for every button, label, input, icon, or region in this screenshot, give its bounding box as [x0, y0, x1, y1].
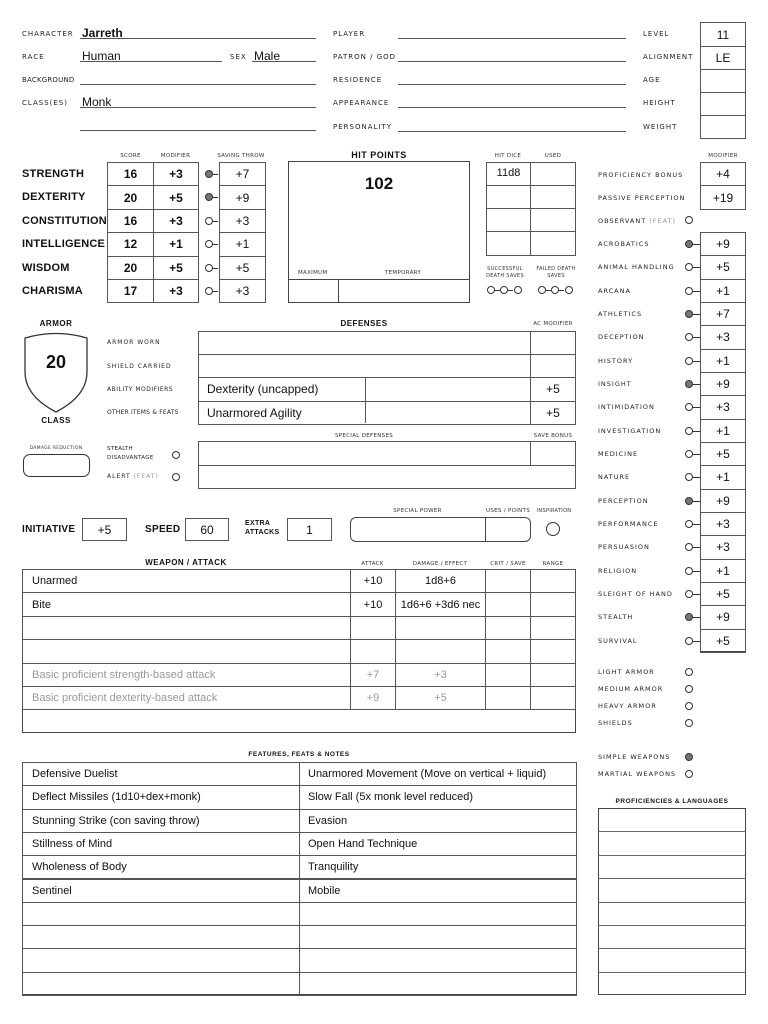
hit-dice-label: HIT DICE	[494, 153, 522, 159]
race-value[interactable]: Human	[82, 49, 121, 63]
defense-modifier[interactable]	[530, 331, 576, 355]
skill-link	[692, 267, 700, 268]
shield-carried-label: SHIELD CARRIED	[107, 363, 172, 370]
weapon-crit[interactable]	[485, 663, 531, 687]
special-power-label: SPECIAL POWER	[393, 508, 442, 514]
feature-left[interactable]: Defensive Duelist	[22, 762, 300, 786]
proficiency-language-row[interactable]	[598, 831, 746, 832]
other-items-label: OTHER ITEMS & FEATS	[107, 409, 179, 416]
age-value[interactable]	[700, 69, 746, 93]
weapon-attack[interactable]: +10	[350, 569, 396, 593]
ability-score[interactable]: 16	[107, 209, 154, 233]
ability-modifier: +3	[153, 209, 199, 233]
weapon-range[interactable]	[530, 592, 576, 616]
saving-throw-value: +7	[219, 162, 266, 186]
ability-modifiers-label: ABILITY MODIFIERS	[107, 386, 174, 393]
weapon-range[interactable]	[530, 639, 576, 663]
weapon-crit[interactable]	[485, 616, 531, 640]
patron-line[interactable]	[398, 61, 626, 62]
weapon-damage[interactable]	[395, 639, 486, 663]
ability-modifier: +5	[153, 256, 199, 280]
skill-name: ANIMAL HANDLING	[598, 263, 675, 272]
saving-throw-value: +3	[219, 279, 266, 303]
personality-label: PERSONALITY	[333, 123, 393, 131]
proficiency-language-row[interactable]	[598, 878, 746, 879]
weapon-name[interactable]	[22, 639, 351, 663]
residence-line[interactable]	[398, 84, 626, 85]
defense-modifier[interactable]	[530, 354, 576, 378]
skill-name: ARCANA	[598, 286, 631, 295]
weapon-name[interactable]: Basic proficient strength-based attack	[22, 663, 351, 687]
hp-maximum-label: MAXIMUM	[298, 270, 328, 276]
initiative-label: INITIATIVE	[22, 524, 76, 535]
hit-points-title: HIT POINTS	[351, 150, 407, 160]
weapon-crit[interactable]	[485, 569, 531, 593]
weapon-attack[interactable]	[350, 616, 396, 640]
weapon-proficiency-name: MARTIAL WEAPONS	[598, 770, 677, 778]
hit-dice-2[interactable]	[486, 185, 531, 209]
saving-throw-value: +1	[219, 232, 266, 256]
weapon-damage[interactable]: +3	[395, 663, 486, 687]
skill-link	[692, 477, 700, 478]
defense-row[interactable]	[198, 331, 531, 355]
feature-left[interactable]: Stunning Strike (con saving throw)	[22, 809, 300, 833]
extra-attacks-value[interactable]: 1	[287, 518, 332, 541]
skill-value: +7	[700, 302, 746, 326]
feature-left[interactable]	[22, 902, 300, 926]
residence-label: RESIDENCE	[333, 76, 383, 84]
skill-link	[692, 337, 700, 338]
skill-name: PERCEPTION	[598, 496, 649, 505]
weapon-crit[interactable]	[485, 639, 531, 663]
alert-feat-note: (FEAT)	[133, 473, 159, 480]
defense-row[interactable]: Unarmored Agility	[198, 401, 531, 425]
ability-modifier: +5	[153, 185, 199, 209]
weapon-damage[interactable]: 1d8+6	[395, 569, 486, 593]
skill-modifier-header: MODIFIER	[708, 153, 738, 159]
weapon-damage[interactable]	[395, 616, 486, 640]
armor-class-value[interactable]: 20	[45, 352, 67, 372]
ability-name: CONSTITUTION	[22, 214, 107, 227]
damage-header: DAMAGE / EFFECT	[412, 561, 468, 567]
hp-temporary-label: TEMPORARY	[385, 270, 422, 276]
skill-name: ATHLETICS	[598, 309, 643, 318]
skill-value: +1	[700, 559, 746, 583]
feature-right[interactable]: Unarmored Movement (Move on vertical + liquid)	[299, 762, 577, 786]
feature-right[interactable]: Mobile	[299, 879, 577, 903]
ability-score[interactable]: 20	[107, 185, 154, 209]
skill-link	[692, 641, 700, 642]
weight-label: WEIGHT	[643, 123, 678, 131]
skill-link	[692, 291, 700, 292]
weapon-name[interactable]: Basic proficient dexterity-based attack	[22, 686, 351, 710]
hit-dice-used-4[interactable]	[530, 231, 576, 256]
skill-name: PERSUASION	[598, 543, 650, 552]
hp-divider	[338, 279, 339, 303]
skill-name: SLEIGHT OF HAND	[598, 589, 673, 598]
feature-left[interactable]	[22, 948, 300, 972]
skill-value: +3	[700, 535, 746, 559]
weapon-proficiency-checkbox[interactable]	[685, 770, 693, 778]
skill-name: HISTORY	[598, 356, 634, 365]
saving-throw-link	[212, 174, 218, 175]
skill-link	[692, 617, 700, 618]
ability-name: CHARISMA	[22, 285, 83, 297]
proficiency-language-row[interactable]	[598, 925, 746, 926]
skill-link	[692, 594, 700, 595]
feature-right[interactable]: Evasion	[299, 809, 577, 833]
stealth-disadvantage-label: STEALTH DISADVANTAGE	[107, 446, 154, 461]
proficiency-bonus-label: PROFICIENCY BONUS	[598, 171, 684, 179]
skill-link	[692, 571, 700, 572]
sex-label: SEX	[230, 53, 247, 61]
proficiency-language-row[interactable]	[598, 902, 746, 903]
skill-value: +5	[700, 442, 746, 466]
class-value[interactable]: Monk	[82, 95, 112, 109]
inspiration-label: INSPIRATION	[536, 508, 572, 514]
saving-throw-header: SAVING THROW	[217, 153, 265, 159]
skill-link	[692, 314, 700, 315]
skill-name: INTIMIDATION	[598, 403, 655, 412]
weapon-proficiency-checkbox[interactable]	[685, 753, 693, 761]
range-header: RANGE	[542, 561, 564, 567]
feature-left[interactable]: Sentinel	[22, 879, 300, 903]
weapon-name[interactable]: Unarmed	[22, 569, 351, 593]
skill-link	[692, 524, 700, 525]
saving-throw-link	[212, 291, 218, 292]
armor-proficiency-name: MEDIUM ARMOR	[598, 685, 664, 693]
alert-text: ALERT	[107, 473, 131, 480]
skill-value: +3	[700, 395, 746, 419]
skill-value: +1	[700, 419, 746, 443]
uses-points-label: USES / POINTS	[486, 508, 530, 514]
hit-dice-4[interactable]	[486, 231, 531, 256]
used-label: USED	[544, 153, 562, 159]
passive-perception-value[interactable]: +19	[700, 185, 746, 210]
score-header: SCORE	[120, 153, 141, 159]
weapon-damage[interactable]: 1d6+6 +3d6 nec	[395, 592, 486, 616]
modifier-header: MODIFIER	[160, 153, 191, 159]
alignment-label: ALIGNMENT	[643, 53, 694, 61]
patron-label: PATRON / GOD	[333, 53, 397, 61]
saving-throw-value: +5	[219, 256, 266, 280]
saving-throw-link	[212, 221, 218, 222]
death-save-success-3[interactable]	[514, 286, 522, 294]
height-value[interactable]	[700, 92, 746, 116]
observant-label	[598, 217, 676, 225]
hit-points-value[interactable]: 102	[364, 174, 394, 193]
saving-throw-link	[212, 268, 218, 269]
armor-title: ARMOR	[39, 319, 73, 328]
special-power-field[interactable]	[350, 517, 531, 542]
skill-name: MEDICINE	[598, 449, 639, 458]
skill-name: DECEPTION	[598, 333, 645, 342]
appearance-line[interactable]	[398, 107, 626, 108]
skill-link	[692, 244, 700, 245]
weight-value[interactable]	[700, 115, 746, 139]
ability-score[interactable]: 16	[107, 162, 154, 186]
armor-proficiency-checkbox[interactable]	[685, 668, 693, 676]
proficiency-bonus-value[interactable]: +4	[700, 162, 746, 186]
skill-link	[692, 384, 700, 385]
feature-right[interactable]	[299, 925, 577, 949]
special-defense-1[interactable]	[198, 441, 531, 466]
weapon-range[interactable]	[530, 569, 576, 593]
hit-dice-value[interactable]: 11d8	[486, 162, 531, 186]
sex-value[interactable]: Male	[254, 49, 281, 63]
proficiency-language-row[interactable]	[598, 855, 746, 856]
damage-reduction-field[interactable]	[23, 454, 90, 477]
hp-bottom-row[interactable]	[288, 279, 470, 303]
failed-saves-label: FAILED DEATH SAVES	[536, 266, 576, 279]
weapon-name[interactable]: Bite	[22, 592, 351, 616]
weapon-range[interactable]	[530, 686, 576, 710]
skill-value: +1	[700, 279, 746, 303]
feature-left[interactable]: Deflect Missiles (1d10+dex+monk)	[22, 785, 300, 809]
skill-name: RELIGION	[598, 566, 638, 575]
special-defense-bonus-1[interactable]	[530, 441, 576, 466]
ability-score[interactable]: 20	[107, 256, 154, 280]
defense-divider	[365, 377, 366, 423]
ac-modifier-label: AC MODIFIER	[533, 321, 573, 327]
hit-dice-used-2[interactable]	[530, 185, 576, 209]
level-value[interactable]: 11	[700, 22, 746, 47]
armor-proficiency-name: SHIELDS	[598, 719, 633, 727]
stealth-disadvantage-checkbox[interactable]	[172, 451, 180, 459]
saving-throw-value: +9	[219, 185, 266, 209]
skill-link	[692, 361, 700, 362]
skill-link	[692, 501, 700, 502]
skill-link	[692, 547, 700, 548]
speed-value[interactable]: 60	[185, 518, 229, 541]
personality-line[interactable]	[398, 131, 626, 132]
features-title: FEATURES, FEATS & NOTES	[248, 751, 350, 758]
feature-right[interactable]: Tranquility	[299, 855, 577, 879]
background-label: BACKGROUND	[22, 76, 75, 84]
feature-right[interactable]: Slow Fall (5x monk level reduced)	[299, 785, 577, 809]
crit-header: CRIT / SAVE	[490, 561, 526, 567]
defense-row[interactable]: Dexterity (uncapped)	[198, 377, 531, 401]
appearance-label: APPEARANCE	[333, 99, 390, 107]
skill-link	[692, 454, 700, 455]
ability-name: DEXTERITY	[22, 191, 86, 204]
attack-header: ATTACK	[361, 561, 384, 567]
alert-checkbox[interactable]	[172, 473, 180, 481]
feature-right[interactable]	[299, 902, 577, 926]
observant-text: OBSERVANT	[598, 217, 647, 225]
armor-class-label: CLASS	[41, 416, 71, 425]
skill-value: +5	[700, 582, 746, 606]
armor-proficiency-checkbox[interactable]	[685, 702, 693, 710]
hit-dice-3[interactable]	[486, 208, 531, 232]
death-save-link	[507, 290, 513, 291]
character-label: CHARACTER	[22, 30, 74, 38]
initiative-value[interactable]: +5	[82, 518, 127, 541]
skill-name: STEALTH	[598, 613, 634, 622]
ability-score[interactable]: 12	[107, 232, 154, 256]
weapon-attack[interactable]: +10	[350, 592, 396, 616]
speed-label: SPEED	[145, 524, 181, 535]
defense-modifier[interactable]: +5	[530, 401, 576, 425]
race-line	[80, 61, 222, 62]
death-save-link	[558, 290, 564, 291]
hit-dice-used-3[interactable]	[530, 208, 576, 232]
proficiencies-languages-title: PROFICIENCIES & LANGUAGES	[615, 798, 729, 805]
skill-value: +1	[700, 465, 746, 489]
level-label: LEVEL	[643, 30, 670, 38]
passive-perception-label: PASSIVE PERCEPTION	[598, 194, 686, 202]
skill-name: PERFORMANCE	[598, 519, 659, 528]
alert-label	[107, 473, 159, 480]
weapon-proficiency-name: SIMPLE WEAPONS	[598, 753, 671, 761]
weapon-crit[interactable]	[485, 686, 531, 710]
skill-name: SURVIVAL	[598, 636, 638, 645]
class-line-2[interactable]	[80, 130, 316, 131]
ability-modifier: +3	[153, 279, 199, 303]
ability-name: INTELLIGENCE	[22, 238, 106, 251]
skill-value: +9	[700, 605, 746, 629]
sex-line	[252, 61, 316, 62]
age-label: AGE	[643, 76, 661, 84]
skill-value: +5	[700, 255, 746, 279]
armor-proficiency-name: LIGHT ARMOR	[598, 668, 655, 676]
skill-name: INVESTIGATION	[598, 426, 662, 435]
weapon-attack[interactable]: +7	[350, 663, 396, 687]
height-label: HEIGHT	[643, 99, 676, 107]
damage-reduction-label: DAMAGE REDUCTION	[29, 446, 83, 451]
weapons-title: WEAPON / ATTACK	[145, 558, 227, 567]
character-line	[80, 38, 316, 39]
weapon-crit[interactable]	[485, 592, 531, 616]
class-line	[80, 107, 316, 108]
background-line[interactable]	[80, 84, 316, 85]
skill-value: +9	[700, 232, 746, 256]
feature-right[interactable]	[299, 972, 577, 996]
skill-value: +3	[700, 512, 746, 536]
weapon-name[interactable]	[22, 616, 351, 640]
observant-checkbox[interactable]	[685, 216, 693, 224]
player-label: PLAYER	[333, 30, 366, 38]
character-name[interactable]: Jarreth	[82, 26, 123, 40]
success-saves-label: SUCCESSFUL DEATH SAVES	[486, 266, 524, 279]
weapon-range[interactable]	[530, 663, 576, 687]
classes-label: CLASS(ES)	[22, 99, 68, 107]
ability-name: STRENGTH	[22, 168, 85, 180]
skill-name: INSIGHT	[598, 379, 632, 388]
observant-feat-note: (FEAT)	[649, 217, 677, 225]
feature-left[interactable]: Wholeness of Body	[22, 855, 300, 879]
skill-name: NATURE	[598, 473, 631, 482]
inspiration-checkbox[interactable]	[546, 522, 560, 536]
death-save-fail-3[interactable]	[565, 286, 573, 294]
skill-value: +9	[700, 372, 746, 396]
armor-proficiency-checkbox[interactable]	[685, 685, 693, 693]
skill-name: ACROBATICS	[598, 240, 650, 248]
feature-right[interactable]	[299, 948, 577, 972]
saving-throw-link	[212, 244, 218, 245]
hit-dice-used-1[interactable]	[530, 162, 576, 186]
special-defense-2[interactable]	[198, 465, 576, 489]
skill-value: +9	[700, 489, 746, 513]
weapon-damage[interactable]: +5	[395, 686, 486, 710]
player-line[interactable]	[398, 38, 626, 39]
defenses-title: DEFENSES	[340, 319, 388, 328]
extra-attacks-label: EXTRA ATTACKS	[245, 520, 280, 536]
ability-score[interactable]: 17	[107, 279, 154, 303]
race-label: RACE	[22, 53, 45, 61]
special-power-divider	[485, 517, 486, 542]
proficiency-language-row[interactable]	[598, 948, 746, 949]
save-bonus-label: SAVE BONUS	[533, 433, 573, 439]
feature-right[interactable]: Open Hand Technique	[299, 832, 577, 856]
special-defenses-label: SPECIAL DEFENSES	[334, 433, 394, 439]
skill-value: +1	[700, 349, 746, 373]
feature-left[interactable]: Stillness of Mind	[22, 832, 300, 856]
alignment-value[interactable]: LE	[700, 46, 746, 70]
saving-throw-link	[212, 197, 218, 198]
ability-name: WISDOM	[22, 261, 70, 274]
armor-worn-label: ARMOR WORN	[107, 339, 161, 346]
weapon-attack[interactable]	[350, 639, 396, 663]
skill-link	[692, 431, 700, 432]
ability-modifier: +1	[153, 232, 199, 256]
ability-modifier: +3	[153, 162, 199, 186]
weapon-range[interactable]	[530, 616, 576, 640]
armor-proficiency-name: HEAVY ARMOR	[598, 702, 657, 710]
armor-proficiency-checkbox[interactable]	[685, 719, 693, 727]
defense-modifier[interactable]: +5	[530, 377, 576, 401]
skill-value: +5	[700, 629, 746, 653]
feature-left[interactable]	[22, 972, 300, 996]
defense-row[interactable]	[198, 354, 531, 378]
skill-link	[692, 407, 700, 408]
feature-left[interactable]	[22, 925, 300, 949]
saving-throw-value: +3	[219, 209, 266, 233]
weapon-attack[interactable]: +9	[350, 686, 396, 710]
proficiency-language-row[interactable]	[598, 972, 746, 973]
skill-value: +3	[700, 325, 746, 349]
